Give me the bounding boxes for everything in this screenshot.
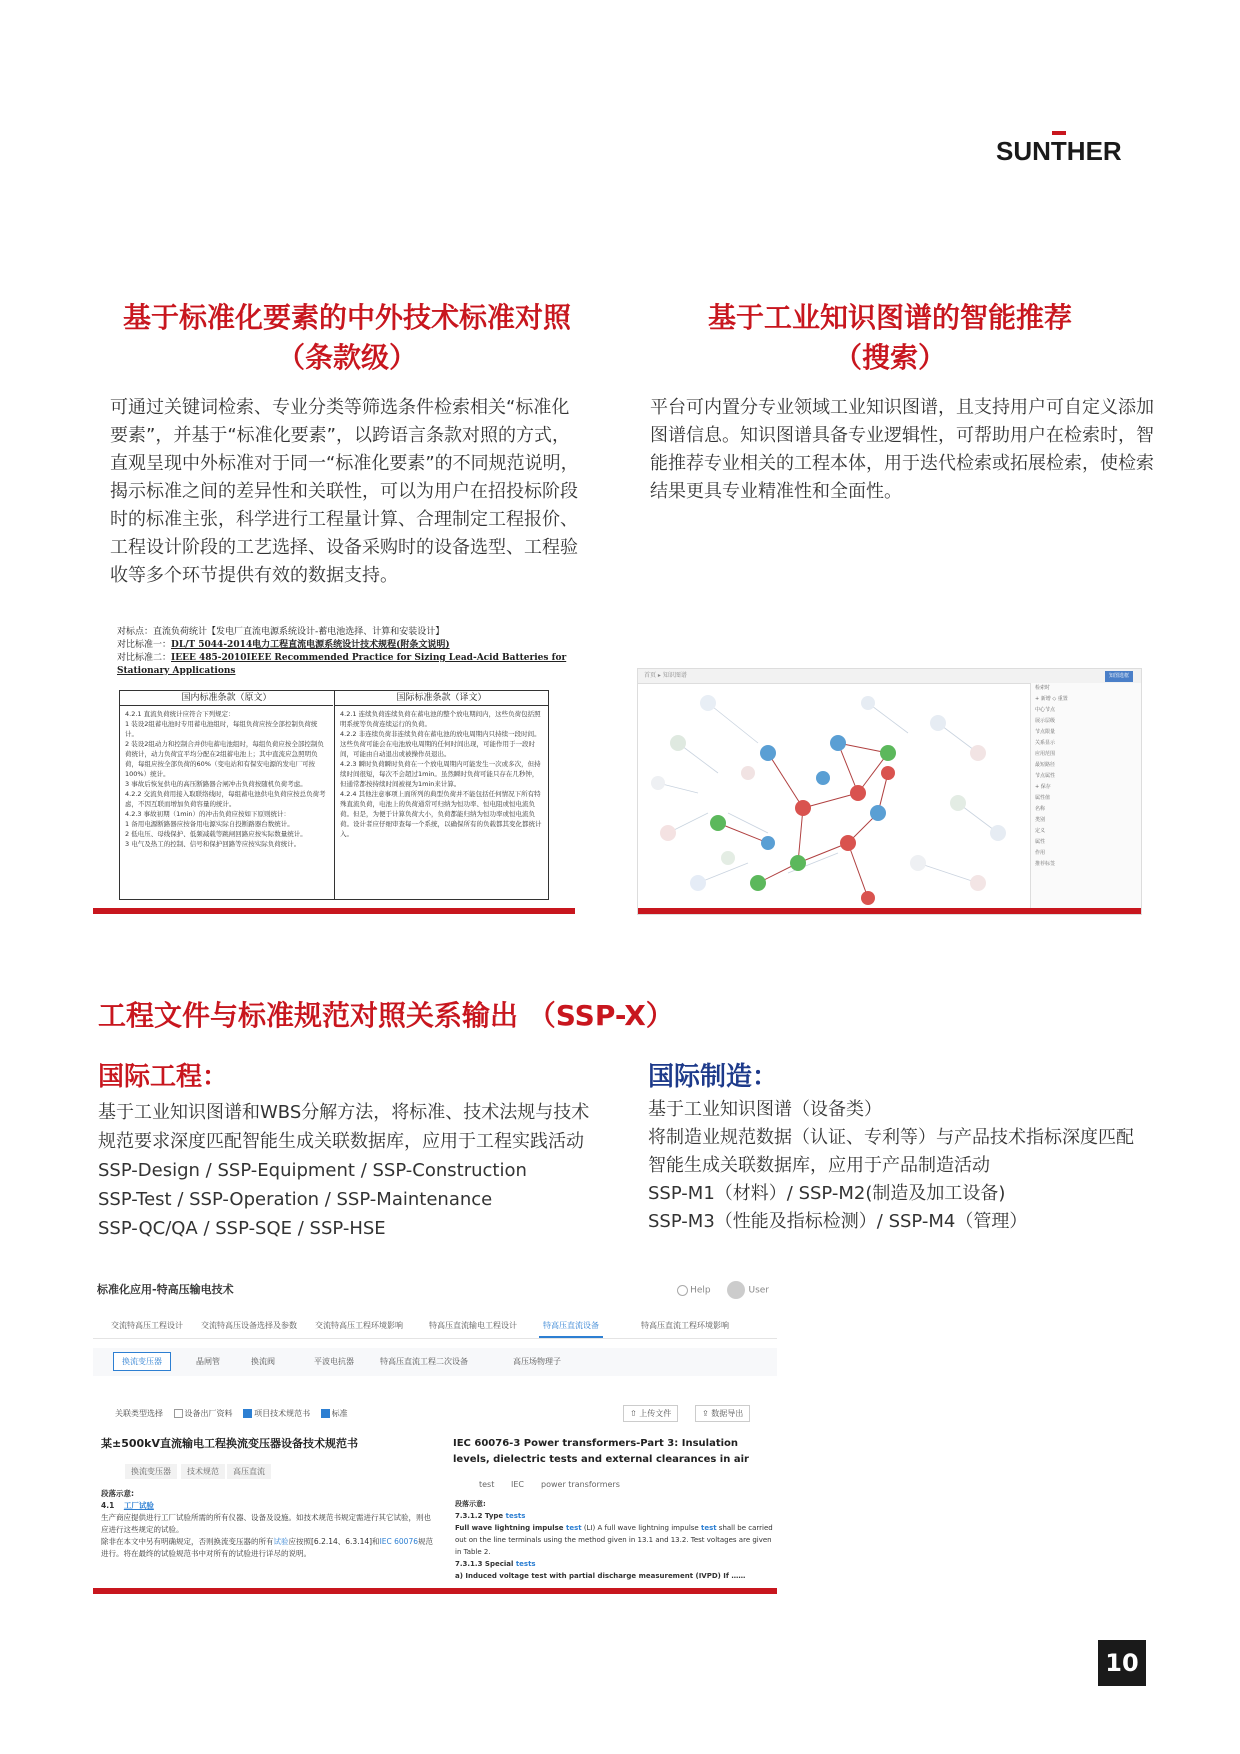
tag[interactable]: 技术规范	[181, 1464, 225, 1479]
panel-row[interactable]: 作用	[1035, 850, 1046, 856]
intl-manufacturing-heading: 国际制造：	[648, 1062, 779, 1092]
intl-manufacturing-text: 基于工业知识图谱（设备类） 将制造业规范数据（认证、专利等）与产品技术指标深度匹配 智能生成关联数据库，应用于产品制造活动 SSP-M1（材料）/ SSP-M2(制造及加工设备) SSP-M3（性能及指标检测）/ SSP-M4（管理）	[648, 1099, 1134, 1232]
upload-file-button[interactable]: ⇧ 上传文件	[623, 1405, 678, 1422]
panel-row[interactable]: 最短路径	[1035, 762, 1056, 768]
panel-row[interactable]: 定义	[1035, 828, 1046, 834]
tab-ac-uhv-design[interactable]: 交流特高压工程设计	[111, 1321, 183, 1330]
subtab-high-voltage-field[interactable]: 高压场物理子	[513, 1357, 561, 1366]
panel-row[interactable]: 名称	[1035, 806, 1046, 812]
relation-type-filter: 关联类型选择 设备出厂资料 项目技术规范书 标准	[115, 1409, 348, 1418]
panel-row[interactable]: 推荐标签	[1035, 861, 1056, 867]
panel-row[interactable]: + 保存	[1035, 784, 1051, 790]
tab-dc-uhv-equipment[interactable]: 特高压直流设备	[543, 1321, 599, 1330]
tag[interactable]: 高压直流	[227, 1464, 271, 1479]
iec-standard-excerpt: 段落示意: 7.3.1.2 Type tests Full wave lightning impulse test (LI) A full wave lightning impulse test shall be carried out on the line terminals using the method given in 13.1 and 13.2. Test voltages are given in Table 2. 7.3.1.3 Special tests a) Induced voltage test with partial discharge measurement (IVPD) If ……	[455, 1500, 773, 1580]
subtab-smoothing-reactor[interactable]: 平波电抗器	[314, 1357, 354, 1366]
help-link[interactable]: Help	[690, 1285, 711, 1296]
panel-row: 检索时	[1035, 685, 1051, 691]
user-link[interactable]: User	[748, 1285, 769, 1296]
tab-ac-uhv-equipment[interactable]: 交流特高压设备选择及参数	[201, 1321, 297, 1330]
compare-standard-1: 对比标准一：DL/T 5044-2014电力工程直流电源系统设计技术规程(附条文说明)	[117, 640, 450, 650]
comparison-table	[119, 690, 549, 900]
tag[interactable]: 换流变压器	[125, 1464, 177, 1479]
panel-row[interactable]: 应用范围	[1035, 751, 1056, 757]
sub-tabs	[93, 1348, 777, 1376]
domestic-clause-text: 4.2.1 直流负荷统计应符合下列规定： 1 装设2组蓄电池时专用蓄电池组时，每组负荷应按全部控制负荷统计。 2 装设2组动力和控制合并供电蓄电池组时，每组负荷应按全部控制负荷统计，动力负荷宜平均分配在2组蓄电池上；其中直流应急照明负荷，每组应按全部负荷的60%（变电站和有保安电源的发电厂可按100%）统计。 3 事故后恢复供电的高压断路器合闸冲击负荷按随机负荷考虑。 4.2.2 交流负荷用接入取联络线时，每组蓄电池供电负荷应按总负荷考虑，不因互联而增加负荷容量的统计。 4.2.3 事故初期（1min）的冲击负荷应按如下原则统计： 1 备用电源断路器应按备用电源实际自投断路器台数统计。 2 低电压、母线保护、低频减载等跳闸回路应按实际数量统计。 3 电气及热工的控制、信号和保护回路等应按实际负荷统计。	[125, 710, 326, 848]
checkbox-standard[interactable]	[321, 1409, 330, 1418]
graph-settings-panel	[1030, 683, 1141, 914]
compare-standard-2: 对比标准二：IEEE 485-2010IEEE Recommended Practice for Sizing Lead-Acid Batteries for Stationary Applications	[117, 653, 567, 676]
panel-row[interactable]: 中心节点	[1035, 707, 1056, 713]
main-tabs	[93, 1316, 777, 1339]
tag[interactable]: test	[473, 1478, 500, 1491]
subtab-converter-valve[interactable]: 换流阀	[251, 1357, 275, 1366]
help-icon[interactable]	[677, 1285, 688, 1296]
subtab-converter-transformer[interactable]: 换流变压器	[113, 1352, 171, 1371]
bottom-section-title: 工程文件与标准规范对照关系输出 （SSP-X）	[98, 999, 674, 1032]
red-bottom-bar	[638, 908, 1141, 914]
graph-breadcrumb: 首页 ▸ 知识图谱	[638, 669, 1141, 684]
panel-row[interactable]: 展示层级	[1035, 718, 1056, 724]
intl-engineering-heading: 国际工程：	[98, 1062, 229, 1092]
knowledge-graph-screenshot	[637, 668, 1142, 915]
graph-select-button[interactable]: 知图选框	[1105, 671, 1133, 682]
left-section-title: 基于标准化要素的中外技术标准对照 （条款级）	[122, 301, 571, 374]
left-section-description: 可通过关键词检索、专业分类等筛选条件检索相关“标准化要素”，并基于“标准化要素”，以跨语言条款对照的方式，直观呈现中外标准对于同一“标准化要素”的不同规范说明，揭示标准之间的差异性和关联性，可以为用户在招投标阶段时的标准主张，科学进行工程量计算、合理制定工程报价、工程设计阶段的工艺选择、设备采购时的设备选型、工程验收等多个环节提供有效的数据支持。	[110, 397, 579, 586]
knowledge-graph-canvas[interactable]	[638, 683, 1031, 909]
panel-row[interactable]: 类别	[1035, 817, 1046, 823]
header-actions	[677, 1281, 769, 1299]
right-section-title: 基于工业知识图谱的智能推荐 （搜索）	[707, 301, 1072, 374]
international-clause-text: 4.2.1 连续负荷连续负荷在蓄电池的整个放电期间内，这些负荷包括照明系统等负荷连续运行的负荷。 4.2.2 非连续负荷非连续负荷在蓄电池的放电周期内只持续一段时间。这些负荷可能会在电池放电周期的任何时间出现，可能作用于一段时间，可能由自动退出或被操作员退出。 4.2.3 瞬时负荷瞬时负荷在一个放电周期内可能发生一次或多次，但持续时间很短，每次不会超过1min。虽然瞬时负荷可能只存在几秒钟，但通常都按持续时间被视为1min来计算。 4.2.4 其他注意事项上面所列的典型负荷并不能包括任何情况下所有特殊直流负荷，电池上的负荷通常可归纳为恒功率、恒电阻或恒电流负荷。但是，为便于计算负荷大小，负荷都能归纳为恒功率或恒电流负荷。设计者应仔细审查每一个系统，以确保所有的负载都其变化都统计入。	[340, 710, 542, 838]
panel-row: 节点属性	[1035, 773, 1056, 779]
tag[interactable]: IEC	[505, 1478, 530, 1491]
panel-row[interactable]: + 新增 ◇ 重置	[1035, 696, 1068, 702]
panel-row[interactable]: 属性	[1035, 839, 1046, 845]
right-section-description: 平台可内置分专业领域工业知识图谱，且支持用户可自定义添加图谱信息。知识图谱具备专业逻辑性，可帮助用户在检索时，智能推荐专业相关的工程本体，用于迭代检索或拓展检索，使检索结果更具专业精准性和全面性。	[650, 397, 1154, 502]
standardization-app-screenshot	[93, 1276, 777, 1594]
tab-ac-uhv-environment[interactable]: 交流特高压工程环境影响	[315, 1321, 403, 1330]
iec-standard-title[interactable]: IEC 60076-3 Power transformers-Part 3: Insulation levels, dielectric tests and external clearances in air	[453, 1438, 749, 1465]
comparison-point: 对标点：直流负荷统计【发电厂直流电源系统设计-蓄电池选择、计算和安装设计】	[117, 627, 445, 637]
red-bottom-bar	[93, 908, 575, 914]
panel-row[interactable]: 关系显示	[1035, 740, 1056, 746]
checkbox-factory-docs[interactable]	[174, 1409, 183, 1418]
standard-comparison-screenshot	[93, 620, 575, 914]
subtab-secondary-equipment[interactable]: 特高压直流工程二次设备	[380, 1357, 468, 1366]
panel-row: 属性值	[1035, 795, 1051, 801]
page-number: 10	[1098, 1640, 1146, 1686]
panel-row[interactable]: 节点限量	[1035, 729, 1056, 735]
project-spec-excerpt: 段落示意: 4.1 工厂试验 生产商应提供进行工厂试验所需的所有仪器、设备及设施。如技术规范书规定需进行其它试验，则也应进行这些规定的试验。 除非在本文中另有明确规定，否则换流变压器的所有试验应按照[6.2.14、6.3.14]和IEC 60076规范进行。将在最终的试验规范书中对所有的试验进行详尽的说明。	[101, 1489, 433, 1558]
project-spec-title[interactable]: 某±500kV直流输电工程换流变压器设备技术规范书	[101, 1437, 359, 1450]
international-column-header: 国际标准条款（译文）	[335, 691, 548, 706]
export-data-button[interactable]: ⇪ 数据导出	[695, 1405, 750, 1422]
tab-dc-uhv-environment[interactable]: 特高压直流工程环境影响	[641, 1321, 729, 1330]
domestic-column-header: 国内标准条款（原文）	[120, 691, 333, 706]
red-bottom-bar	[93, 1588, 777, 1594]
checkbox-project-spec[interactable]	[243, 1409, 252, 1418]
tag[interactable]: power transformers	[535, 1478, 626, 1491]
avatar[interactable]	[727, 1281, 745, 1299]
intl-engineering-text: 基于工业知识图谱和WBS分解方法，将标准、技术法规与技术 规范要求深度匹配智能生成关联数据库，应用于工程实践活动 SSP-Design / SSP-Equipment / SSP-Construction SSP-Test / SSP-Operation / SSP-Maintenance SSP-QC/QA / SSP-SQE / SSP-HSE	[98, 1102, 590, 1239]
subtab-thyristor[interactable]: 晶闸管	[196, 1357, 220, 1366]
sunther-logo: SUNTHER	[996, 136, 1122, 166]
app-title: 标准化应用-特高压输电技术	[97, 1283, 234, 1296]
tab-dc-uhv-design[interactable]: 特高压直流输电工程设计	[429, 1321, 517, 1330]
